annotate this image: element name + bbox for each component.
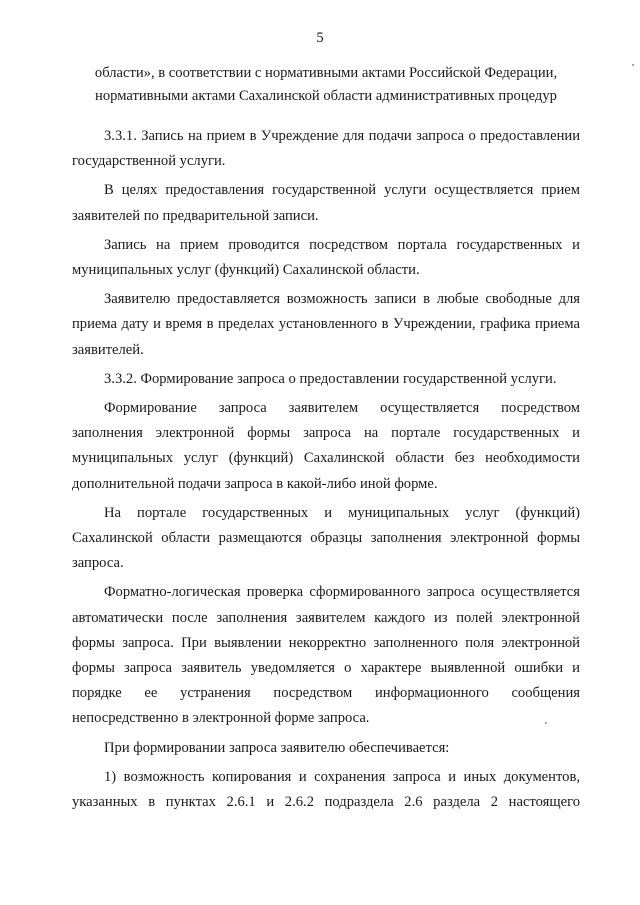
paragraph: Форматно-логическая проверка сформированного запроса осуществляется автоматически после заполнения заявителем каждого из полей электронной формы запроса. При выявлении некорректно заполненного поля электронной формы запроса заявитель уведомляется о характере выявленной ошибки и порядке ее устранения посредством информационного сообщения непосредственно в электронной форме запроса. (72, 584, 580, 727)
heading-line: области», в соответствии с нормативными актами Российской Федерации, (94, 65, 558, 81)
paragraph: В целях предоставления государственной услуги осуществляется прием заявителей по предварительной записи. (72, 182, 580, 224)
paragraph: При формировании запроса заявителю обеспечивается: (104, 739, 450, 756)
document-body (72, 62, 580, 819)
paragraph-3-3-1: 3.3.1. Запись на прием в Учреждение для подачи запроса о предоставлении государственной услуги. (72, 128, 580, 170)
scan-speck (545, 722, 547, 724)
heading-continuation (72, 62, 580, 108)
paragraph: Запись на прием проводится посредством портала государственных и муниципальных услуг (функций) Сахалинской области. (72, 236, 580, 279)
paragraph-3-3-2: 3.3.2. Формирование запроса о предоставлении государственной услуги. (104, 370, 557, 387)
heading-line: нормативными актами Сахалинской области административных процедур (95, 88, 557, 104)
paragraph-list-item-1: 1) возможность копирования и сохранения запроса и иных документов, указанных в пунктах 2.6.1 и 2.6.2 подраздела 2.6 раздела 2 настоящего (72, 768, 580, 811)
paragraph: На портале государственных и муниципальных услуг (функций) Сахалинской области размещаются образцы заполнения электронной формы запроса. (72, 504, 580, 572)
page-number: 5 (316, 30, 324, 46)
scan-speck (632, 64, 634, 66)
paragraph: Заявителю предоставляется возможность записи в любые свободные для приема дату и время в пределах установленного в Учреждении, графика приема заявителей. (72, 291, 580, 358)
paragraph: Формирование запроса заявителем осуществляется посредством заполнения электронной формы запроса на портале государственных и муниципальных услуг (функций) Сахалинской области без необходимости дополнительной подачи запроса в какой-либо иной форме. (72, 400, 580, 492)
